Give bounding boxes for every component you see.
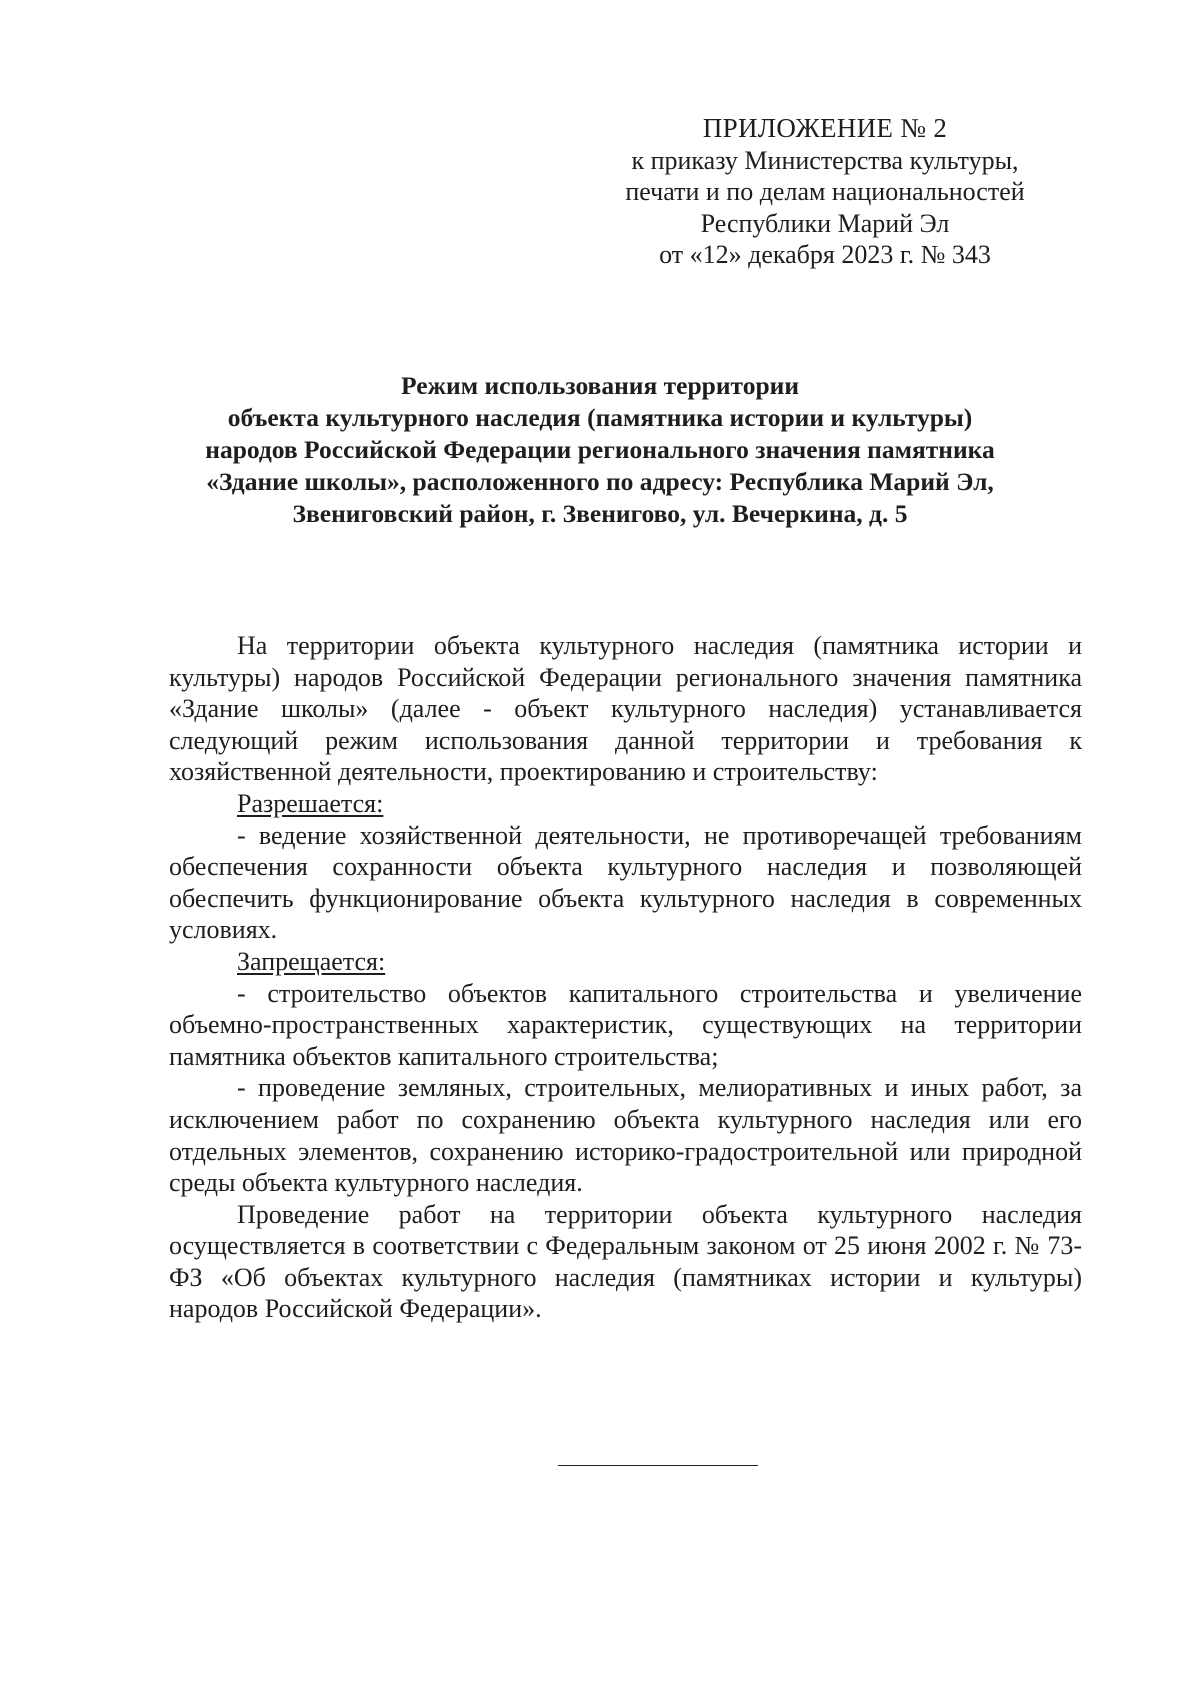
- forbidden-heading: [169, 946, 1082, 978]
- forbidden-heading-text: Запрещается:: [237, 946, 386, 976]
- allowed-item: - ведение хозяйственной деятельности, не противоречащей требованиям обеспечения сохранности объекта культурного наследия и позволяющей обеспечить функционирование объекта культурного наследия в современных условиях.: [169, 820, 1082, 945]
- forbidden-item: - строительство объектов капитального строительства и увеличение объемно-пространственных характеристик, существующих на территории памятника объектов капитального строительства;: [169, 978, 1082, 1071]
- title-line: народов Российской Федерации регионального значения памятника: [205, 435, 995, 464]
- document-title: [150, 370, 1050, 530]
- appendix-line: печати и по делам национальностей: [625, 177, 1025, 206]
- allowed-heading-text: Разрешается:: [237, 788, 384, 818]
- forbidden-item: - проведение земляных, строительных, мелиоративных и иных работ, за исключением работ по сохранению объекта культурного наследия или его отдельных элементов, сохранению историко-градостроительной или природной среды объекта культурного наследия.: [169, 1073, 1082, 1198]
- title-line: Режим использования территории: [400, 371, 800, 400]
- appendix-line: Республики Марий Эл: [700, 208, 950, 238]
- document-body: [169, 630, 1082, 1325]
- closing-paragraph: Проведение работ на территории объекта культурного наследия осуществляется в соответствии с Федеральным законом от 25 июня 2002 г. № 73-ФЗ «Об объектах культурного наследия (памятниках истории и культуры) народов Российской Федерации».: [169, 1199, 1082, 1324]
- title-line: Звениговский район, г. Звенигово, ул. Вечеркина, д. 5: [292, 499, 908, 528]
- allowed-heading: [169, 788, 1082, 820]
- appendix-header: [590, 113, 1060, 271]
- appendix-line: к приказу Министерства культуры,: [631, 145, 1019, 175]
- title-line: «Здание школы», расположенного по адресу: Республика Марий Эл,: [206, 467, 994, 496]
- title-line: объекта культурного наследия (памятника истории и культуры): [227, 403, 973, 432]
- appendix-line: от «12» декабря 2023 г. № 343: [659, 240, 991, 269]
- intro-paragraph: На территории объекта культурного наследия (памятника истории и культуры) народов Российской Федерации регионального значения памятника «Здание школы» (далее - объект культурного наследия) устанавливается следующий режим использования данной территории и требования к хозяйственной деятельности, проектированию и строительству:: [169, 631, 1082, 787]
- appendix-title: ПРИЛОЖЕНИЕ № 2: [702, 113, 948, 143]
- end-divider: [558, 1465, 758, 1466]
